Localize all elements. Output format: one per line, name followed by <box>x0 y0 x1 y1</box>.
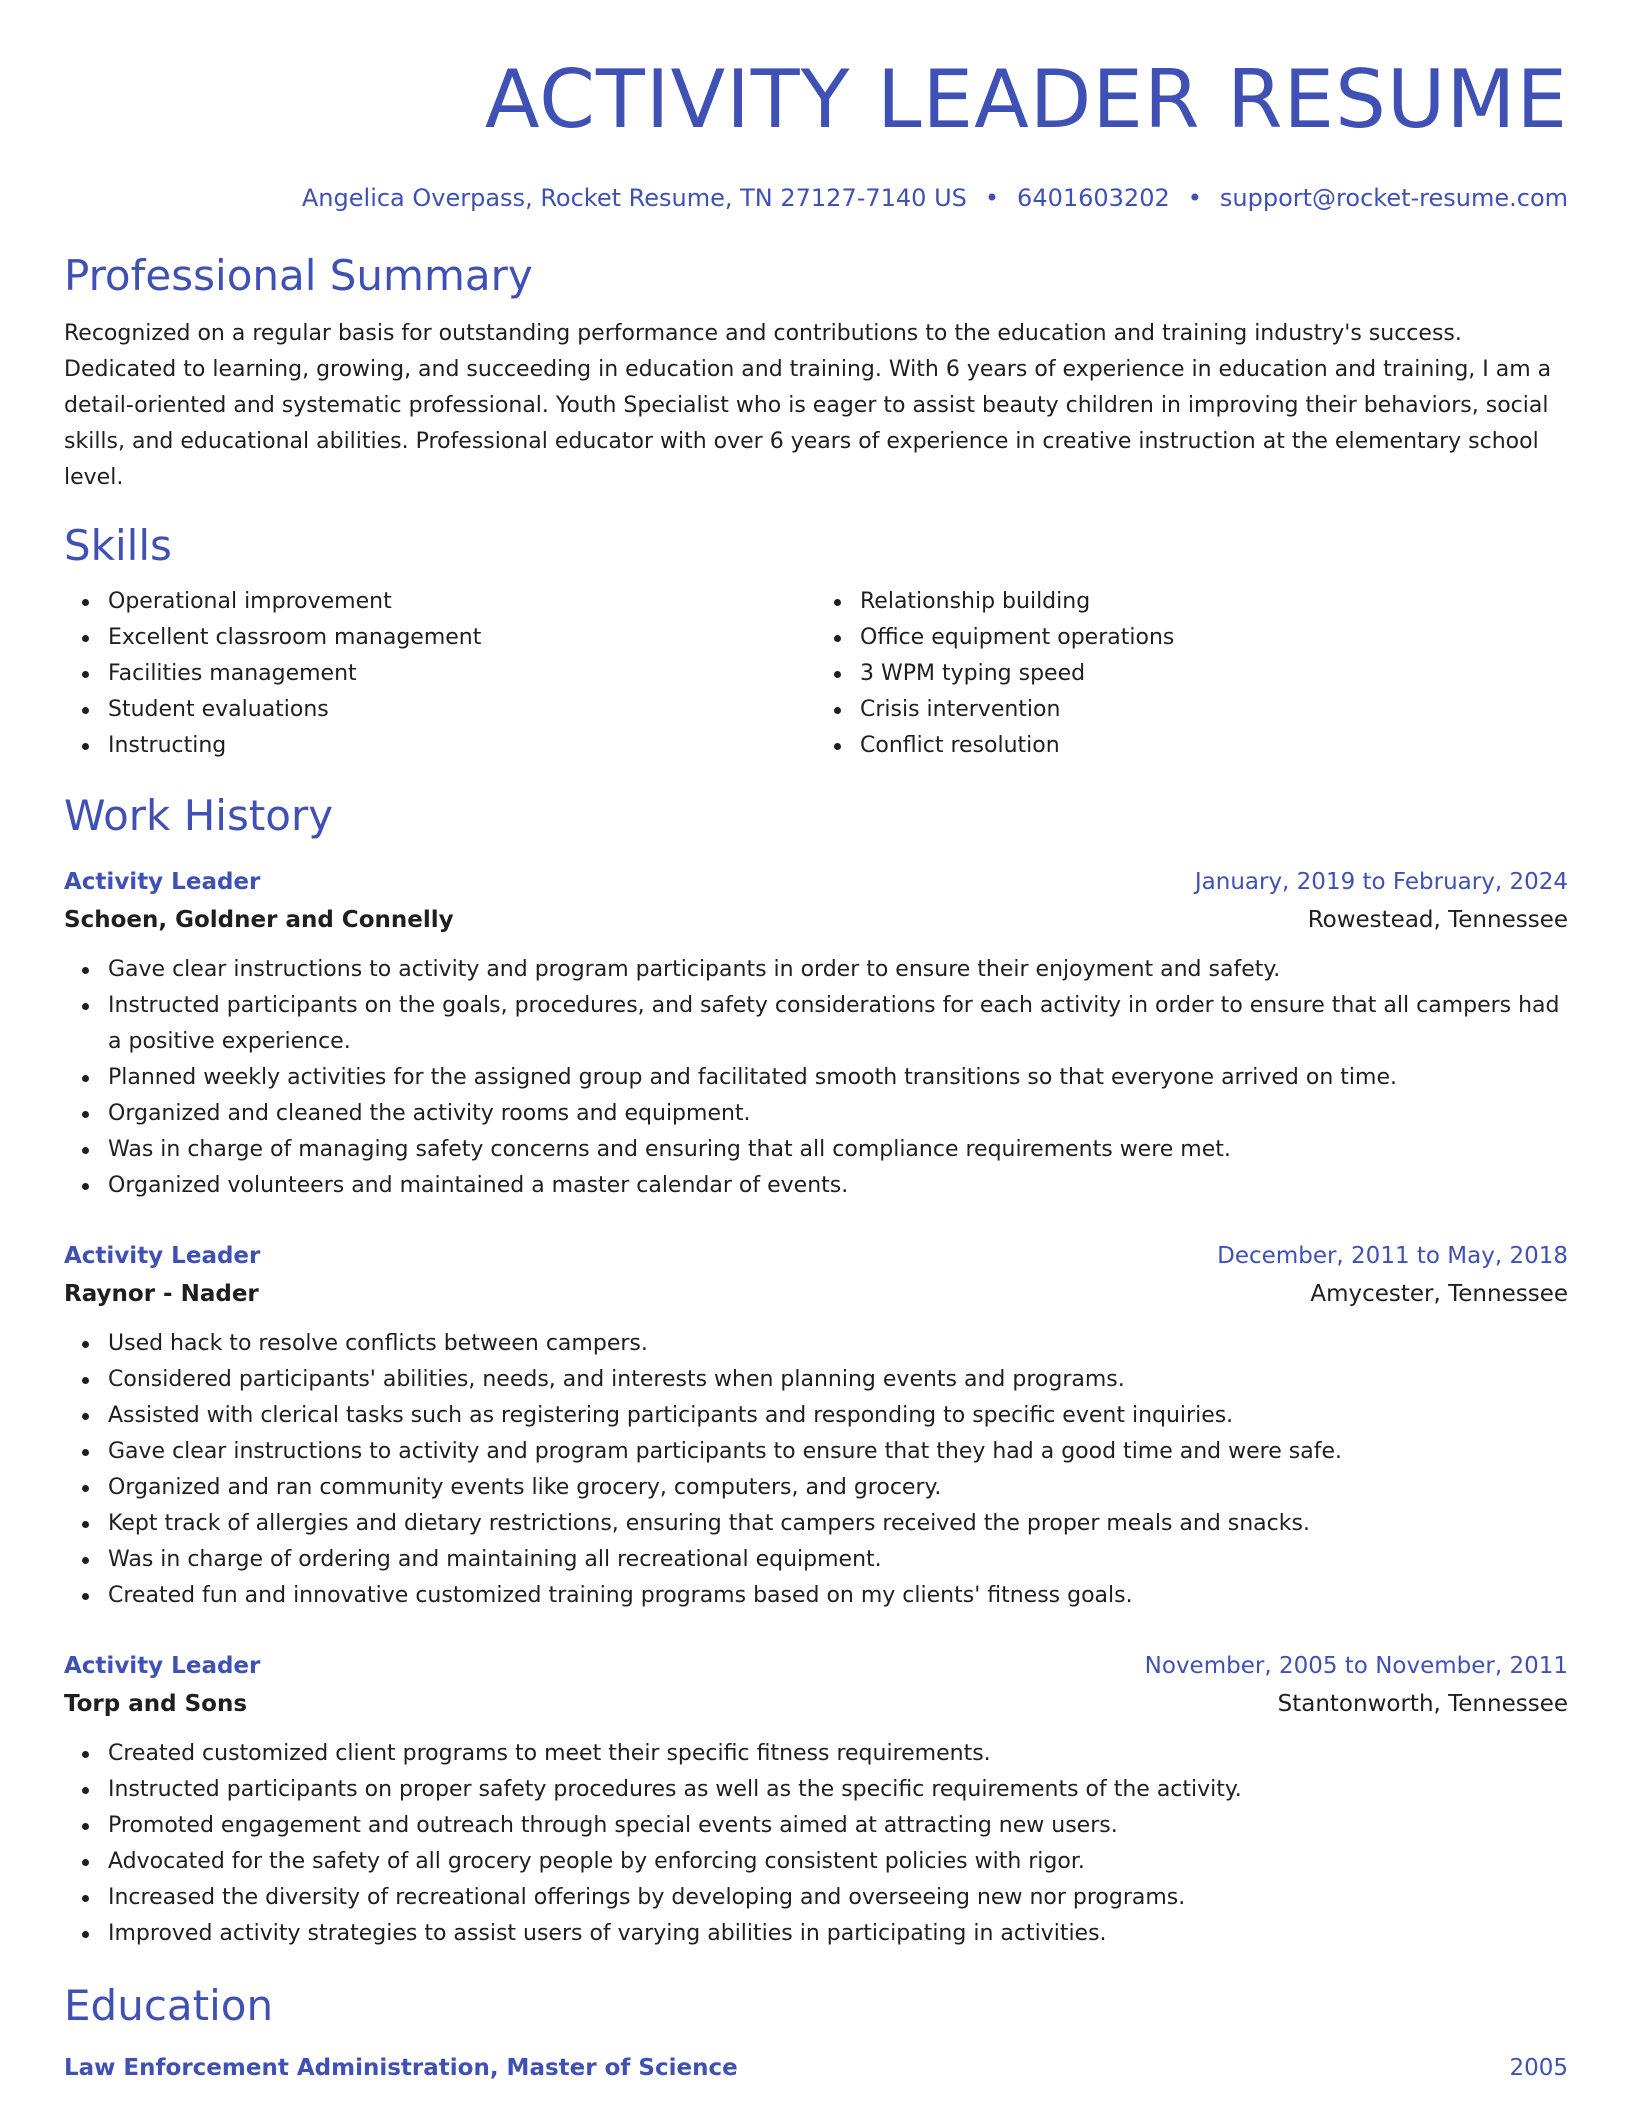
skill-item: 3 WPM typing speed <box>816 656 1568 692</box>
contact-line <box>64 182 1568 214</box>
job-title-row <box>64 1238 1568 1274</box>
job-duty-item: Was in charge of managing safety concerns and ensuring that all compliance requirements were met. <box>64 1132 1568 1168</box>
job-duty-item: Increased the diversity of recreational offerings by developing and overseeing new nor programs. <box>64 1880 1568 1916</box>
job-dates: November, 2005 to November, 2011 <box>1144 1653 1568 1679</box>
job-duty-item: Created customized client programs to meet their specific fitness requirements. <box>64 1736 1568 1772</box>
job-dates: December, 2011 to May, 2018 <box>1217 1243 1568 1269</box>
skill-item: Instructing <box>64 728 816 764</box>
job-company-row <box>64 1274 1568 1314</box>
job-title: Activity Leader <box>64 869 261 895</box>
job-title: Activity Leader <box>64 1243 261 1269</box>
job-entry <box>64 864 1568 1204</box>
skills-columns <box>64 584 1568 764</box>
job-duty-item: Promoted engagement and outreach through special events aimed at attracting new users. <box>64 1808 1568 1844</box>
contact-address: Angelica Overpass, Rocket Resume, TN 27127-7140 US <box>301 184 967 212</box>
job-duty-item: Instructed participants on the goals, procedures, and safety considerations for each activity in order to ensure that all campers had a positive experience. <box>64 988 1568 1060</box>
job-duty-item: Was in charge of ordering and maintaining all recreational equipment. <box>64 1542 1568 1578</box>
job-duty-item: Gave clear instructions to activity and program participants in order to ensure their enjoyment and safety. <box>64 952 1568 988</box>
job-duty-item: Kept track of allergies and dietary restrictions, ensuring that campers received the proper meals and snacks. <box>64 1506 1568 1542</box>
job-duty-item: Instructed participants on proper safety procedures as well as the specific requirements of the activity. <box>64 1772 1568 1808</box>
contact-phone: 6401603202 <box>1017 184 1170 212</box>
job-entry <box>64 1238 1568 1614</box>
section-heading-skills: Skills <box>64 521 172 570</box>
job-title: Activity Leader <box>64 1653 261 1679</box>
skill-item: Facilities management <box>64 656 816 692</box>
skill-item: Student evaluations <box>64 692 816 728</box>
job-duty-item: Created fun and innovative customized training programs based on my clients' fitness goals. <box>64 1578 1568 1614</box>
contact-separator: • <box>984 184 1000 212</box>
contact-email: support@rocket-resume.com <box>1219 184 1568 212</box>
skill-item: Crisis intervention <box>816 692 1568 728</box>
summary-text: Recognized on a regular basis for outstanding performance and contributions to the education and training industry's success. Dedicated to learning, growing, and succeeding in education and training. With 6 years of experience in education and training, I am a detail-oriented and systematic professional. Youth Specialist who is eager to assist beauty children in improving their behaviors, social skills, and educational abilities. Professional educator with over 6 years of experience in creative instruction at the elementary school level. <box>64 321 1552 490</box>
resume-title: ACTIVITY LEADER RESUME <box>484 53 1568 146</box>
professional-summary-section <box>64 250 1568 496</box>
skills-list-right <box>816 584 1568 764</box>
job-duty-item: Planned weekly activities for the assigned group and facilitated smooth transitions so that everyone arrived on time. <box>64 1060 1568 1096</box>
job-duty-item: Assisted with clerical tasks such as registering participants and responding to specific event inquiries. <box>64 1398 1568 1434</box>
job-company: Torp and Sons <box>64 1691 248 1717</box>
skill-item: Conflict resolution <box>816 728 1568 764</box>
resume-header <box>64 52 1568 214</box>
job-duty-item: Organized and ran community events like grocery, computers, and grocery. <box>64 1470 1568 1506</box>
skill-item: Office equipment operations <box>816 620 1568 656</box>
education-year: 2005 <box>1509 2055 1568 2081</box>
job-duty-item: Gave clear instructions to activity and program participants to ensure that they had a good time and were safe. <box>64 1434 1568 1470</box>
section-heading-summary: Professional Summary <box>64 251 533 300</box>
job-duties-list <box>64 1736 1568 1952</box>
job-entry <box>64 1648 1568 1952</box>
job-dates: January, 2019 to February, 2024 <box>1194 869 1568 895</box>
job-duty-item: Advocated for the safety of all grocery people by enforcing consistent policies with rigor. <box>64 1844 1568 1880</box>
job-title-row <box>64 1648 1568 1684</box>
job-company: Raynor - Nader <box>64 1281 259 1307</box>
section-heading-work-history: Work History <box>64 791 334 840</box>
job-company-row <box>64 1684 1568 1724</box>
skills-section <box>64 520 1568 764</box>
job-duties-list <box>64 952 1568 1204</box>
job-location: Stantonworth, Tennessee <box>1277 1691 1568 1717</box>
education-entry <box>64 2050 1568 2086</box>
skill-item: Relationship building <box>816 584 1568 620</box>
skills-list-left <box>64 584 816 764</box>
job-location: Amycester, Tennessee <box>1310 1281 1568 1307</box>
job-company: Schoen, Goldner and Connelly <box>64 907 454 933</box>
skills-column-left <box>64 584 816 764</box>
education-section <box>64 1980 1568 2086</box>
job-duties-list <box>64 1326 1568 1614</box>
job-duty-item: Organized volunteers and maintained a master calendar of events. <box>64 1168 1568 1204</box>
work-history-section <box>64 790 1568 1952</box>
skill-item: Operational improvement <box>64 584 816 620</box>
job-title-row <box>64 864 1568 900</box>
job-duty-item: Improved activity strategies to assist users of varying abilities in participating in activities. <box>64 1916 1568 1952</box>
section-heading-education: Education <box>64 1981 274 2030</box>
skills-column-right <box>816 584 1568 764</box>
job-company-row <box>64 900 1568 940</box>
job-location: Rowestead, Tennessee <box>1307 907 1568 933</box>
job-duty-item: Considered participants' abilities, needs, and interests when planning events and programs. <box>64 1362 1568 1398</box>
education-degree: Law Enforcement Administration, Master of Science <box>64 2055 738 2081</box>
job-duty-item: Organized and cleaned the activity rooms and equipment. <box>64 1096 1568 1132</box>
job-duty-item: Used hack to resolve conflicts between campers. <box>64 1326 1568 1362</box>
skill-item: Excellent classroom management <box>64 620 816 656</box>
contact-separator: • <box>1187 184 1202 212</box>
